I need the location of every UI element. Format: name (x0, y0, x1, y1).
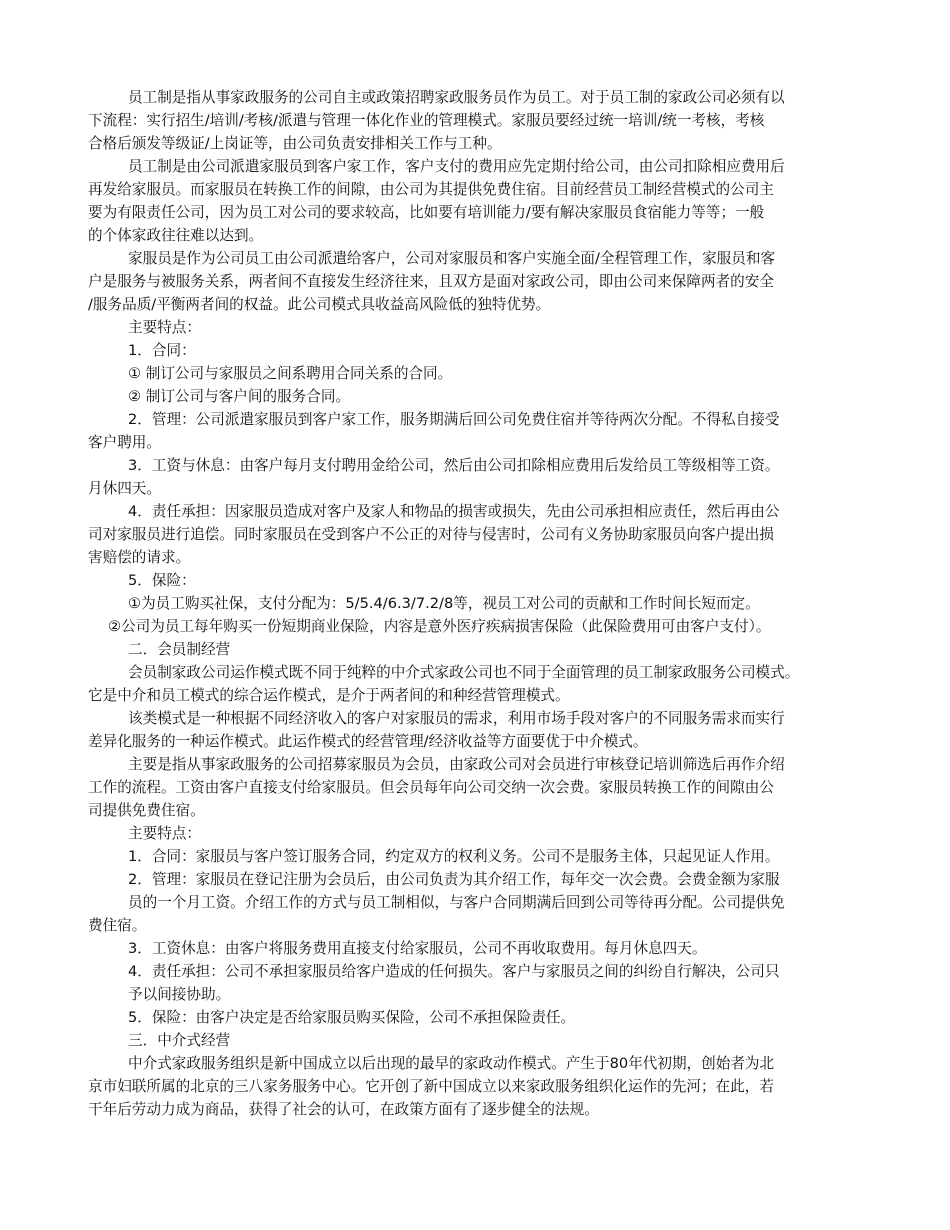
text-line: 的个体家政往往难以达到。 (88, 227, 264, 244)
list-item: 2．管理：家服员在登记注册为会员后，由公司负责为其介绍工作，每年交一次会费。会费金额为家服 (128, 871, 780, 888)
list-item: 1．合同：家服员与客户签订服务合同，约定双方的权利义务。公司不是服务主体，只起见证人作用。 (128, 848, 780, 865)
list-item: 3．工资休息：由客户将服务费用直接支付给家服员，公司不再收取费用。每月休息四天。 (128, 940, 707, 957)
list-item: 5．保险：由客户决定是否给家服员购买保险，公司不承担保险责任。 (128, 1009, 576, 1026)
text-line: 下流程：实行招生/培训/考核/派遣与管理一体化作业的管理模式。家服员要经过统一培训/统一考核，考核 (88, 112, 765, 129)
list-item: 4．责任承担：公司不承担家服员给客户造成的任何损失。客户与家服员之间的纠纷自行解决，公司只 (128, 963, 780, 980)
section-heading: 二．会员制经营 (128, 641, 231, 658)
text-line: 司提供免费住宿。 (88, 802, 205, 819)
text-line: 合格后颁发等级证/上岗证等，由公司负责安排相关工作与工种。 (88, 135, 502, 152)
list-item: 2．管理：公司派遣家服员到客户家工作，服务期满后回公司免费住宿并等待两次分配。不得私自接受 (128, 411, 780, 428)
text-line: 害赔偿的请求。 (88, 549, 191, 566)
section-heading: 三．中介式经营 (128, 1032, 231, 1049)
list-item: ①为员工购买社保，支付分配为：5/5.4/6.3/7.2/8等，视员工对公司的贡献和工作时间长短而定。 (128, 595, 760, 612)
list-item: 4．责任承担：因家服员造成对客户及家人和物品的损害或损失，先由公司承担相应责任，然后再由公 (128, 503, 780, 520)
text-line: 家服员是作为公司员工由公司派遣给客户，公司对家服员和客户实施全面/全程管理工作，家服员和客 (128, 250, 776, 267)
text-line: /服务品质/平衡两者间的权益。此公司模式具收益高风险低的独特优势。 (88, 296, 551, 313)
text-line: 中介式家政服务组织是新中国成立以后出现的最早的家政动作模式。产生于80年代初期，创始者为北 (128, 1055, 775, 1072)
text-line: 工作的流程。工资由客户直接支付给家服员。但会员每年向公司交纳一次会费。家服员转换工作的间隙由公 (88, 779, 774, 796)
section-heading: 主要特点： (128, 319, 201, 336)
text-line: 会员制家政公司运作模式既不同于纯粹的中介式家政公司也不同于全面管理的员工制家政服务公司模式。 (128, 664, 800, 681)
section-heading: 主要特点： (128, 825, 201, 842)
list-item: 5．保险： (128, 572, 196, 589)
list-item: ② 制订公司与客户间的服务合同。 (128, 388, 351, 405)
text-line: 要为有限责任公司，因为员工对公司的要求较高，比如要有培训能力/要有解决家服员食宿能力等等；一般 (88, 204, 765, 221)
text-line: 员工制是指从事家政服务的公司自主或政策招聘家政服务员作为员工。对于员工制的家政公司必须有以 (128, 89, 785, 106)
list-item: 1．合同： (128, 342, 196, 359)
text-line: 月休四天。 (88, 480, 161, 497)
text-line: 予以间接协助。 (128, 986, 231, 1003)
document-body (88, 86, 863, 1121)
text-line: 户是服务与被服务关系，两者间不直接发生经济往来，且双方是面对家政公司，即由公司来保障两者的安全 (88, 273, 774, 290)
text-line: 它是中介和员工模式的综合运作模式，是介于两者间的和种经营管理模式。 (88, 687, 570, 704)
text-line: 该类模式是一种根据不同经济收入的客户对家服员的需求，利用市场手段对客户的不同服务需求而实行 (128, 710, 785, 727)
text-line: 司对家服员进行追偿。同时家服员在受到客户不公正的对待与侵害时，公司有义务协助家服员向客户提出损 (88, 526, 774, 543)
text-line: 员工制是由公司派遣家服员到客户家工作，客户支付的费用应先定期付给公司，由公司扣除相应费用后 (128, 158, 785, 175)
list-item: ②公司为员工每年购买一份短期商业保险，内容是意外医疗疾病损害保险（此保险费用可由客户支付）。 (108, 618, 771, 635)
list-item: ① 制订公司与家服员之间系聘用合同关系的合同。 (128, 365, 453, 382)
text-line: 员的一个月工资。介绍工作的方式与员工制相似，与客户合同期满后回到公司等待再分配。公司提供免 (128, 894, 785, 911)
text-line: 再发给家服员。而家服员在转换工作的间隙，由公司为其提供免费住宿。目前经营员工制经营模式的公司主 (88, 181, 774, 198)
text-line: 客户聘用。 (88, 434, 161, 451)
text-line: 费住宿。 (88, 917, 147, 934)
text-line: 京市妇联所属的北京的三八家务服务中心。它开创了新中国成立以来家政服务组织化运作的先河；在此，若 (88, 1078, 774, 1095)
text-line: 干年后劳动力成为商品，获得了社会的认可，在政策方面有了逐步健全的法规。 (88, 1101, 599, 1118)
list-item: 3．工资与休息：由客户每月支付聘用金给公司，然后由公司扣除相应费用后发给员工等级相等工资。 (128, 457, 780, 474)
text-line: 差异化服务的一种运作模式。此运作模式的经营管理/经济收益等方面要优于中介模式。 (88, 733, 648, 750)
text-line: 主要是指从事家政服务的公司招募家服员为会员，由家政公司对会员进行审核登记培训筛选后再作介绍 (128, 756, 785, 773)
